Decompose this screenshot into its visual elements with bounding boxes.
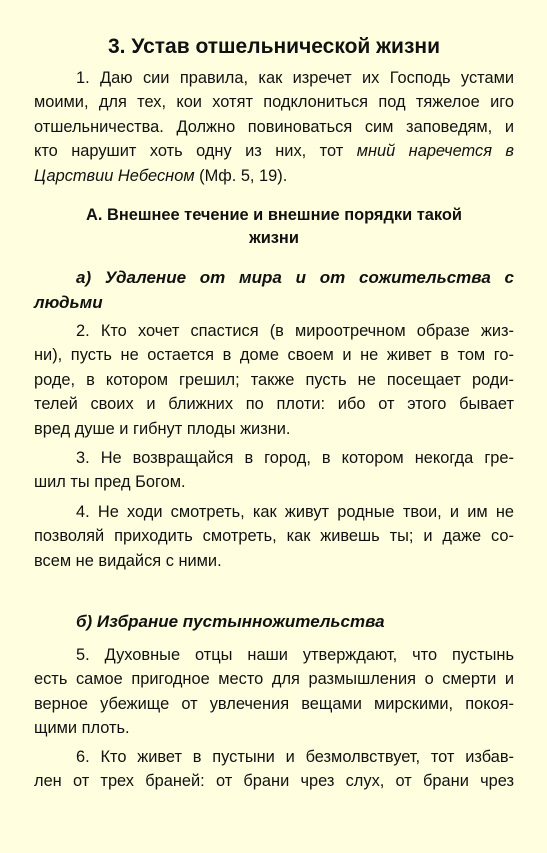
paragraph-2-line-3: роде, в котором грешил; также пусть не посещает роди- [34, 370, 514, 389]
section-a-heading-line-2: жизни [249, 229, 299, 247]
subsection-b-heading [34, 610, 514, 635]
section-a-heading-line-1: А. Внешнее течение и внешние порядки такой [86, 206, 462, 224]
paragraph-2 [34, 319, 514, 441]
paragraph-3-line-2: шил ты пред Богом. [34, 473, 186, 492]
paragraph-1-line-1: 1. Даю сии правила, как изречет их Господь устами [76, 69, 514, 87]
paragraph-4 [34, 500, 514, 573]
paragraph-5 [34, 643, 514, 741]
paragraph-1-quote-part-2: Царствии Небесном [34, 166, 195, 185]
paragraph-1-line-2: моими, для тех, кои хотят подклониться под тяжелое иго [34, 93, 514, 112]
subsection-a-heading-line-1: а) Удаление от мира и от сожительства с [76, 268, 514, 287]
paragraph-3-line-1: 3. Не возвращайся в город, в котором некогда гре- [76, 449, 514, 467]
paragraph-2-line-2: ни), пусть не остается в доме своем и не живет в том го- [34, 346, 514, 365]
paragraph-5-line-2: есть самое пригодное место для размышления о смерти и [34, 670, 514, 689]
paragraph-5-line-4: щими плоть. [34, 719, 130, 738]
paragraph-5-line-1: 5. Духовные отцы наши утверждают, что пустынь [76, 646, 514, 664]
paragraph-2-line-1: 2. Кто хочет спастися (в мироотречном образе жиз- [76, 322, 514, 340]
paragraph-4-line-3: всем не видайся с ними. [34, 551, 222, 570]
paragraph-1-line-4 [34, 139, 514, 163]
chapter-title: 3. Устав отшельнической жизни [107, 35, 440, 58]
paragraph-2-line-4: телей своих и ближних по плоти: ибо от этого бывает [34, 395, 514, 414]
paragraph-1-line-5 [34, 164, 514, 188]
paragraph-6-line-1: 6. Кто живет в пустыни и безмолвствует, тот избав- [76, 748, 514, 766]
paragraph-1-reference: (Мф. 5, 19). [194, 166, 288, 185]
paragraph-1 [34, 66, 514, 188]
paragraph-1-line-3: отшельничества. Должно повиноваться сим заповедям, и [34, 117, 514, 136]
paragraph-1-line-4-text: кто нарушит хоть одну из них, тот [34, 142, 344, 161]
paragraph-1-quote-part-1: мний наречется в [356, 142, 514, 161]
paragraph-2-line-5: вред душе и гибнут плоды жизни. [34, 419, 291, 438]
paragraph-3 [34, 446, 514, 495]
paragraph-6-line-2: лен от трех браней: от брани чрез слух, от брани чрез [34, 772, 514, 791]
paragraph-6 [34, 745, 514, 794]
paragraph-4-line-1: 4. Не ходи смотреть, как живут родные твои, и им не [76, 503, 514, 521]
section-a-heading [34, 204, 514, 250]
subsection-b-heading-line-1: б) Избрание пустынножительства [76, 612, 385, 631]
paragraph-5-line-3: верное убежище от увлечения вещами мирскими, покоя- [34, 694, 514, 713]
subsection-a-heading [34, 266, 514, 315]
paragraph-4-line-2: позволяй приходить смотреть, как живешь ты; и даже со- [34, 527, 514, 546]
subsection-a-heading-line-2: людьми [34, 292, 103, 312]
